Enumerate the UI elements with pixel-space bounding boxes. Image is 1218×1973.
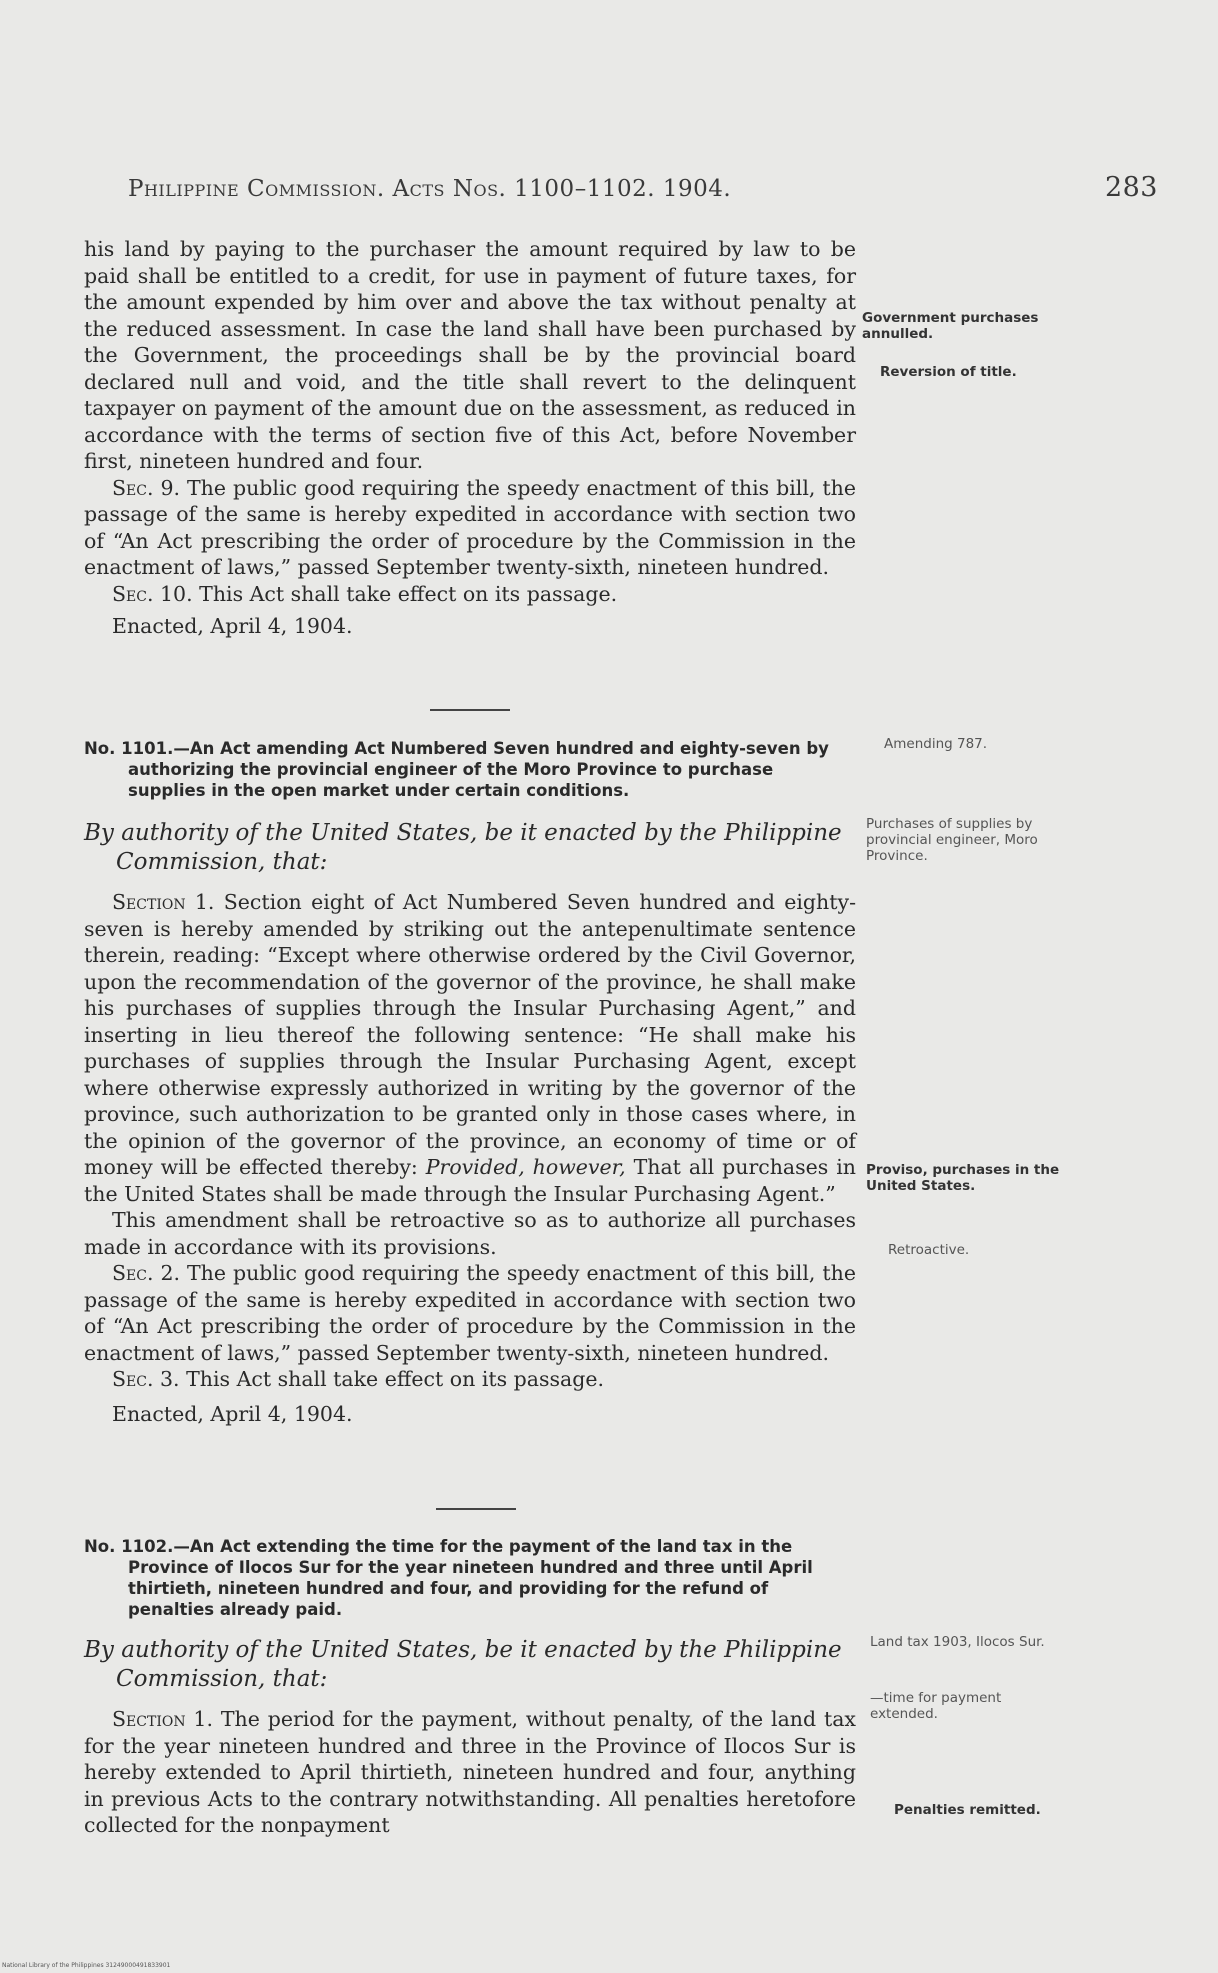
section-text: The period for the payment, without penalty, of the land tax for the year nineteen hundred and three in the Province of Ilocos Sur is hereby extended to April thirtieth, nineteen hundred and four, anything in previous Acts to the contrary notwithstanding. All penalties heretofore collected for the nonpayment (84, 1707, 856, 1837)
section-text: The public good requiring the speedy enactment of this bill, the passage of the same is hereby expedited in accordance with section two of “An Act prescribing the order of procedure by the Commission in the enactment of laws,” passed September twenty-sixth, nineteen hundred. (84, 1261, 856, 1365)
margin-note-retroactive: Retroactive. (888, 1242, 970, 1258)
margin-note-purchases-of-supplies: Purchases of supplies by provincial engineer, Moro Province. (866, 816, 1038, 864)
act-1101-title: No. 1101.—An Act amending Act Numbered Seven hundred and eighty-seven by authorizing the provincial engineer of the Moro Province to purchase supplies in the open market under certain conditions. (84, 739, 829, 800)
page-number: 283 (1104, 172, 1158, 203)
section-label: Section 1. (112, 890, 215, 914)
act-1101-enacted: Enacted, April 4, 1904. (112, 1401, 353, 1426)
section-text-cont: That all purchases in the United States shall be made through the Insular Purchasing Agent.” (84, 1155, 857, 1206)
act-1101-sec-3 (84, 1366, 856, 1393)
proviso-text: Provided, however, (425, 1155, 626, 1179)
act-1101-enacting-clause: By authority of the United States, be it enacted by the Philippine Commission, that: (84, 820, 842, 875)
section-label: Sec. 3. (112, 1367, 180, 1391)
page-header (128, 172, 1158, 203)
act-1101-sec-1 (84, 889, 856, 1207)
margin-note-government-purchases: Government purchases annulled. (862, 310, 1039, 342)
act-1100-enacted: Enacted, April 4, 1904. (112, 614, 353, 638)
section-divider (436, 1508, 516, 1510)
section-label: Sec. 10. (112, 581, 193, 606)
act-1100-sec-9 (84, 475, 856, 581)
act-1100-paragraph: his land by paying to the purchaser the amount required by law to be paid shall be entitled to a credit, for use in payment of future taxes, for the amount expended by him over and above the tax without penalty at the reduced assessment. In case the land shall have been purchased by the Government, the proceedings shall be by the provincial board declared null and void, and the title shall revert to the delinquent taxpayer on payment of the amount due on the assessment, as reduced in accordance with the terms of section five of this Act, before November first, nineteen hundred and four. (84, 237, 856, 473)
running-head: Philippine Commission. Acts Nos. 1100–1102. 1904. (128, 176, 732, 202)
margin-note-time-extended: —time for payment extended. (870, 1690, 1002, 1722)
section-label: Section 1. (112, 1707, 213, 1731)
section-label: Sec. 2. (112, 1261, 181, 1285)
margin-note-amending: Amending 787. (884, 736, 988, 752)
section-text: The public good requiring the speedy enactment of this bill, the passage of the same is hereby expedited in accordance with section two of “An Act prescribing the order of procedure by the Commission in the enactment of laws,” passed September twenty-sixth, nineteen hundred. (84, 475, 856, 579)
act-1101-sec-2 (84, 1260, 856, 1366)
act-1101-retroactive: This amendment shall be retroactive so as to authorize all purchases made in accordance with its provisions. (84, 1208, 856, 1259)
act-1102-enacting-clause: By authority of the United States, be it enacted by the Philippine Commission, that: (84, 1637, 842, 1692)
act-1102-title: No. 1102.—An Act extending the time for the payment of the land tax in the Province of Ilocos Sur for the year nineteen hundred and three until April thirtieth, nineteen hundred and four, and providing for the refund of penalties already paid. (84, 1537, 813, 1619)
act-1102 (84, 1536, 856, 1839)
margin-note-penalties: Penalties remitted. (894, 1802, 1041, 1818)
section-text: This Act shall take effect on its passage. (192, 581, 618, 606)
section-label: Sec. 9. (112, 475, 181, 500)
scan-credit: National Library of the Philippines 31249000491833901 (2, 1962, 171, 1969)
section-divider (430, 709, 510, 711)
margin-note-proviso: Proviso, purchases in the United States. (866, 1162, 1060, 1194)
act-1100-sec-10 (84, 581, 856, 608)
act-1100-continuation (84, 236, 856, 640)
act-1102-sec-1 (84, 1706, 856, 1839)
margin-note-reversion: Reversion of title. (880, 364, 1017, 380)
margin-note-land-tax: Land tax 1903, Ilocos Sur. (870, 1634, 1045, 1650)
section-text: This Act shall take effect on its passage. (179, 1367, 605, 1391)
section-text: Section eight of Act Numbered Seven hundred and eighty-seven is hereby amended by striking out the antepenultimate sentence therein, reading: “Except where otherwise ordered by the Civil Governor, upon the recommendation of the governor of the province, he shall make his purchases of supplies through the Insular Purchasing Agent,” and inserting in lieu thereof the following sentence: “He shall make his purchases of supplies through the Insular Purchasing Agent, except where otherwise expressly authorized in writing by the governor of the province, such authorization to be granted only in those cases where, in the opinion of the governor of the province, an economy of time or of money will be effected thereby: (84, 890, 857, 1179)
act-1101 (84, 738, 856, 1427)
